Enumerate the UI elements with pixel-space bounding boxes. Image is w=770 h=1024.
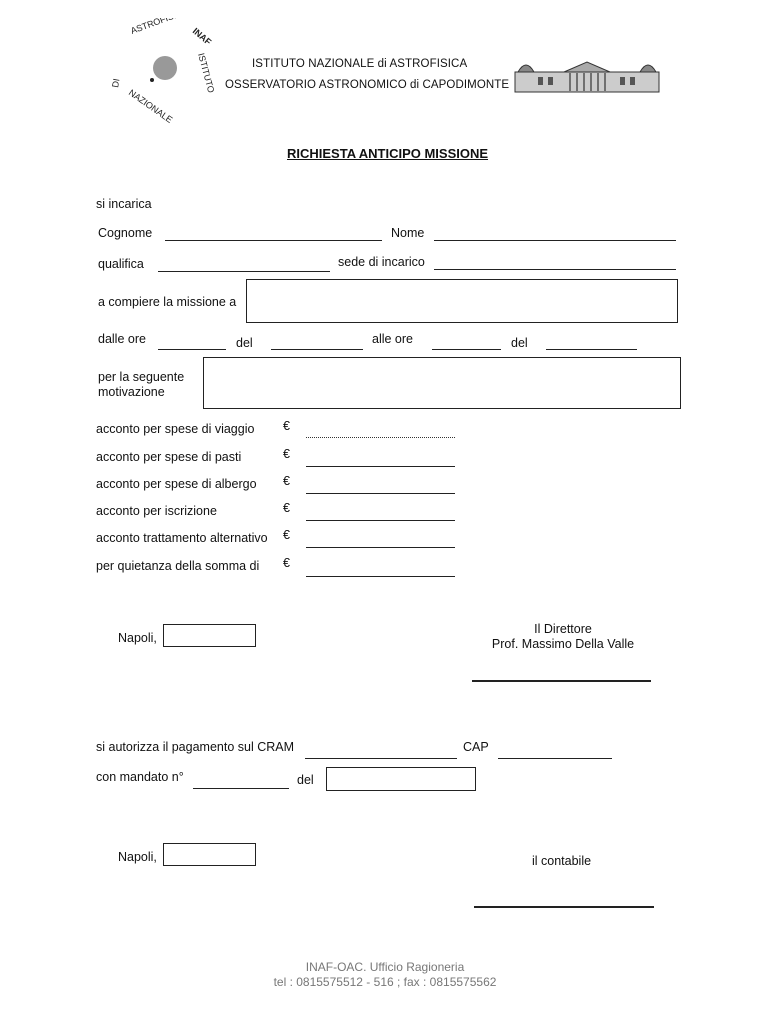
napoli-label-2: Napoli, xyxy=(118,850,157,864)
acconto-viaggio-label: acconto per spese di viaggio xyxy=(96,422,255,436)
del1-label: del xyxy=(236,336,253,350)
napoli-date-field-2[interactable] xyxy=(163,843,256,866)
quietanza-field[interactable] xyxy=(306,576,455,577)
acconto-pasti-field[interactable] xyxy=(306,466,455,467)
quietanza-label: per quietanza della somma di xyxy=(96,559,260,573)
logo-text-left: DI xyxy=(110,77,122,89)
cram-field[interactable] xyxy=(305,758,457,759)
logo-text-bottom: NAZIONALE xyxy=(126,87,175,125)
si-incarica-label: si incarica xyxy=(96,197,152,211)
direttore-name: Prof. Massimo Della Valle xyxy=(491,637,635,651)
euro-sign: € xyxy=(283,528,290,542)
footer-contacts: tel : 0815575512 - 516 ; fax : 0815575562 xyxy=(273,975,497,989)
direttore-signature-line[interactable] xyxy=(472,680,651,682)
acconto-viaggio-field[interactable] xyxy=(306,437,455,438)
logo-text-inaf: INAF xyxy=(190,25,214,48)
euro-sign: € xyxy=(283,447,290,461)
acconto-albergo-label: acconto per spese di albergo xyxy=(96,477,257,491)
missione-label: a compiere la missione a xyxy=(98,295,237,309)
dalle-ore-field[interactable] xyxy=(158,349,226,350)
observatory-building-icon xyxy=(514,54,660,94)
header-institute: ISTITUTO NAZIONALE di ASTROFISICA xyxy=(252,58,468,70)
cognome-label: Cognome xyxy=(98,226,153,240)
del2-label: del xyxy=(511,336,528,350)
cap-label: CAP xyxy=(463,740,489,754)
mandato-label: con mandato n° xyxy=(96,770,184,784)
logo-text-right: ISTITUTO xyxy=(196,51,217,94)
sede-field[interactable] xyxy=(434,269,676,270)
dalle-ore-label: dalle ore xyxy=(98,332,146,346)
form-title: RICHIESTA ANTICIPO MISSIONE xyxy=(287,146,489,161)
del1-field[interactable] xyxy=(271,349,363,350)
acconto-pasti-label: acconto per spese di pasti xyxy=(96,450,242,464)
euro-sign: € xyxy=(283,419,290,433)
sede-label: sede di incarico xyxy=(338,255,425,269)
inaf-logo xyxy=(108,18,218,128)
cognome-field[interactable] xyxy=(165,240,382,241)
del2-field[interactable] xyxy=(546,349,637,350)
logo-text-top: ASTROFISICA xyxy=(129,18,190,36)
nome-field[interactable] xyxy=(434,240,676,241)
cap-field[interactable] xyxy=(498,758,612,759)
qualifica-label: qualifica xyxy=(98,257,144,271)
euro-sign: € xyxy=(283,556,290,570)
acconto-trattamento-field[interactable] xyxy=(306,547,455,548)
nome-label: Nome xyxy=(391,226,425,240)
napoli-date-field[interactable] xyxy=(163,624,256,647)
missione-field[interactable] xyxy=(246,279,678,323)
napoli-label: Napoli, xyxy=(118,631,157,645)
mandato-field[interactable] xyxy=(193,788,289,789)
acconto-albergo-field[interactable] xyxy=(306,493,455,494)
direttore-title: Il Direttore xyxy=(534,622,592,636)
footer-office: INAF-OAC. Ufficio Ragioneria xyxy=(305,960,465,974)
euro-sign: € xyxy=(283,474,290,488)
header-observatory: OSSERVATORIO ASTRONOMICO di CAPODIMONTE xyxy=(225,79,510,91)
qualifica-field[interactable] xyxy=(158,271,330,272)
motivazione-label-2: motivazione xyxy=(98,385,165,399)
alle-ore-label: alle ore xyxy=(372,332,413,346)
autorizza-label: si autorizza il pagamento sul CRAM xyxy=(96,740,294,754)
euro-sign: € xyxy=(283,501,290,515)
mandato-date-field[interactable] xyxy=(326,767,476,791)
alle-ore-field[interactable] xyxy=(432,349,501,350)
acconto-iscrizione-label: acconto per iscrizione xyxy=(96,504,217,518)
acconto-trattamento-label: acconto trattamento alternativo xyxy=(96,531,268,545)
acconto-iscrizione-field[interactable] xyxy=(306,520,455,521)
motivazione-field[interactable] xyxy=(203,357,681,409)
contabile-label: il contabile xyxy=(532,854,592,868)
motivazione-label-1: per la seguente xyxy=(98,370,185,384)
del3-label: del xyxy=(297,773,314,787)
contabile-signature-line[interactable] xyxy=(474,906,654,908)
